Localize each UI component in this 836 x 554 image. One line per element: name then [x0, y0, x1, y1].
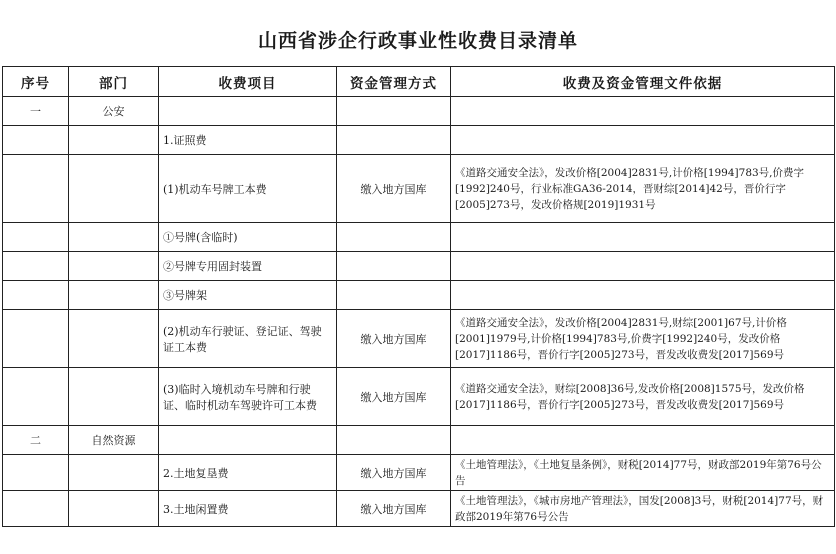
cell-document-basis: 《道路交通安全法》，发改价格[2004]2831号,财综[2001]67号,计价格[2001]1979号,计价格[1994]783号,价费字[1992]240号，发改价格[2017]1186号，晋价行字[2005]273号，晋发改收费发[2017]569号: [451, 310, 835, 368]
header-no: 序号: [3, 67, 69, 97]
cell-no: [3, 368, 69, 426]
cell-document-basis: 《道路交通安全法》，财综[2008]36号,发改价格[2008]1575号，发改价格[2017]1186号，晋价行字[2005]273号，晋发改收费发[2017]569号: [451, 368, 835, 426]
table-row: [3, 252, 835, 281]
cell-no: [3, 252, 69, 281]
table-row: [3, 97, 835, 126]
cell-fee-item: ③号牌架: [159, 281, 337, 310]
header-department: 部门: [69, 67, 159, 97]
cell-fee-item: [159, 97, 337, 126]
cell-department: [69, 223, 159, 252]
cell-document-basis: [451, 97, 835, 126]
cell-no: 一: [3, 97, 69, 126]
cell-fee-item: (3)临时入境机动车号牌和行驶证、临时机动车驾驶许可工本费: [159, 368, 337, 426]
cell-document-basis: 《道路交通安全法》，发改价格[2004]2831号,计价格[1994]783号,价费字[1992]240号，行业标准GA36-2014，晋财综[2014]42号，晋价行字[2005]273号，发改价格规[2019]1931号: [451, 155, 835, 223]
cell-no: [3, 155, 69, 223]
cell-no: [3, 223, 69, 252]
cell-department: [69, 310, 159, 368]
cell-document-basis: [451, 426, 835, 455]
cell-fee-item: [159, 426, 337, 455]
table-row: [3, 281, 835, 310]
cell-document-basis: [451, 126, 835, 155]
cell-document-basis: [451, 252, 835, 281]
cell-document-basis: 《土地管理法》，《土地复垦条例》，财税[2014]77号，财政部2019年第76号公告: [451, 455, 835, 491]
cell-fund-management: [337, 426, 451, 455]
cell-fee-item: ①号牌(含临时): [159, 223, 337, 252]
table-row: [3, 491, 835, 527]
table-row: [3, 368, 835, 426]
cell-fund-management: 缴入地方国库: [337, 155, 451, 223]
header-fund-management: 资金管理方式: [337, 67, 451, 97]
table-header-row: [3, 67, 835, 97]
cell-department: [69, 252, 159, 281]
table-row: [3, 426, 835, 455]
fee-catalog-table: [2, 66, 835, 527]
cell-fee-item: ②号牌专用固封装置: [159, 252, 337, 281]
cell-fee-item: 2.土地复垦费: [159, 455, 337, 491]
header-fee-item: 收费项目: [159, 67, 337, 97]
table-row: [3, 223, 835, 252]
cell-document-basis: [451, 223, 835, 252]
cell-document-basis: [451, 281, 835, 310]
cell-fund-management: [337, 252, 451, 281]
cell-department: [69, 155, 159, 223]
cell-department: [69, 455, 159, 491]
cell-fund-management: 缴入地方国库: [337, 455, 451, 491]
cell-no: 二: [3, 426, 69, 455]
table-row: [3, 155, 835, 223]
table-row: [3, 126, 835, 155]
cell-fund-management: [337, 281, 451, 310]
cell-no: [3, 310, 69, 368]
cell-department: [69, 281, 159, 310]
cell-fund-management: 缴入地方国库: [337, 491, 451, 527]
cell-department: 自然资源: [69, 426, 159, 455]
cell-fee-item: 3.土地闲置费: [159, 491, 337, 527]
table-row: [3, 455, 835, 491]
cell-fee-item: 1.证照费: [159, 126, 337, 155]
cell-fund-management: [337, 223, 451, 252]
cell-fund-management: [337, 126, 451, 155]
cell-document-basis: 《土地管理法》，《城市房地产管理法》，国发[2008]3号，财税[2014]77号，财政部2019年第76号公告: [451, 491, 835, 527]
cell-fund-management: [337, 97, 451, 126]
cell-department: [69, 491, 159, 527]
cell-fund-management: 缴入地方国库: [337, 368, 451, 426]
cell-no: [3, 126, 69, 155]
cell-no: [3, 455, 69, 491]
cell-fund-management: 缴入地方国库: [337, 310, 451, 368]
table-row: [3, 310, 835, 368]
cell-department: 公安: [69, 97, 159, 126]
cell-department: [69, 126, 159, 155]
page-title: 山西省涉企行政事业性收费目录清单: [257, 30, 578, 52]
cell-no: [3, 491, 69, 527]
header-document-basis: 收费及资金管理文件依据: [451, 67, 835, 97]
cell-fee-item: (2)机动车行驶证、登记证、驾驶证工本费: [159, 310, 337, 368]
cell-department: [69, 368, 159, 426]
cell-no: [3, 281, 69, 310]
cell-fee-item: (1)机动车号牌工本费: [159, 155, 337, 223]
